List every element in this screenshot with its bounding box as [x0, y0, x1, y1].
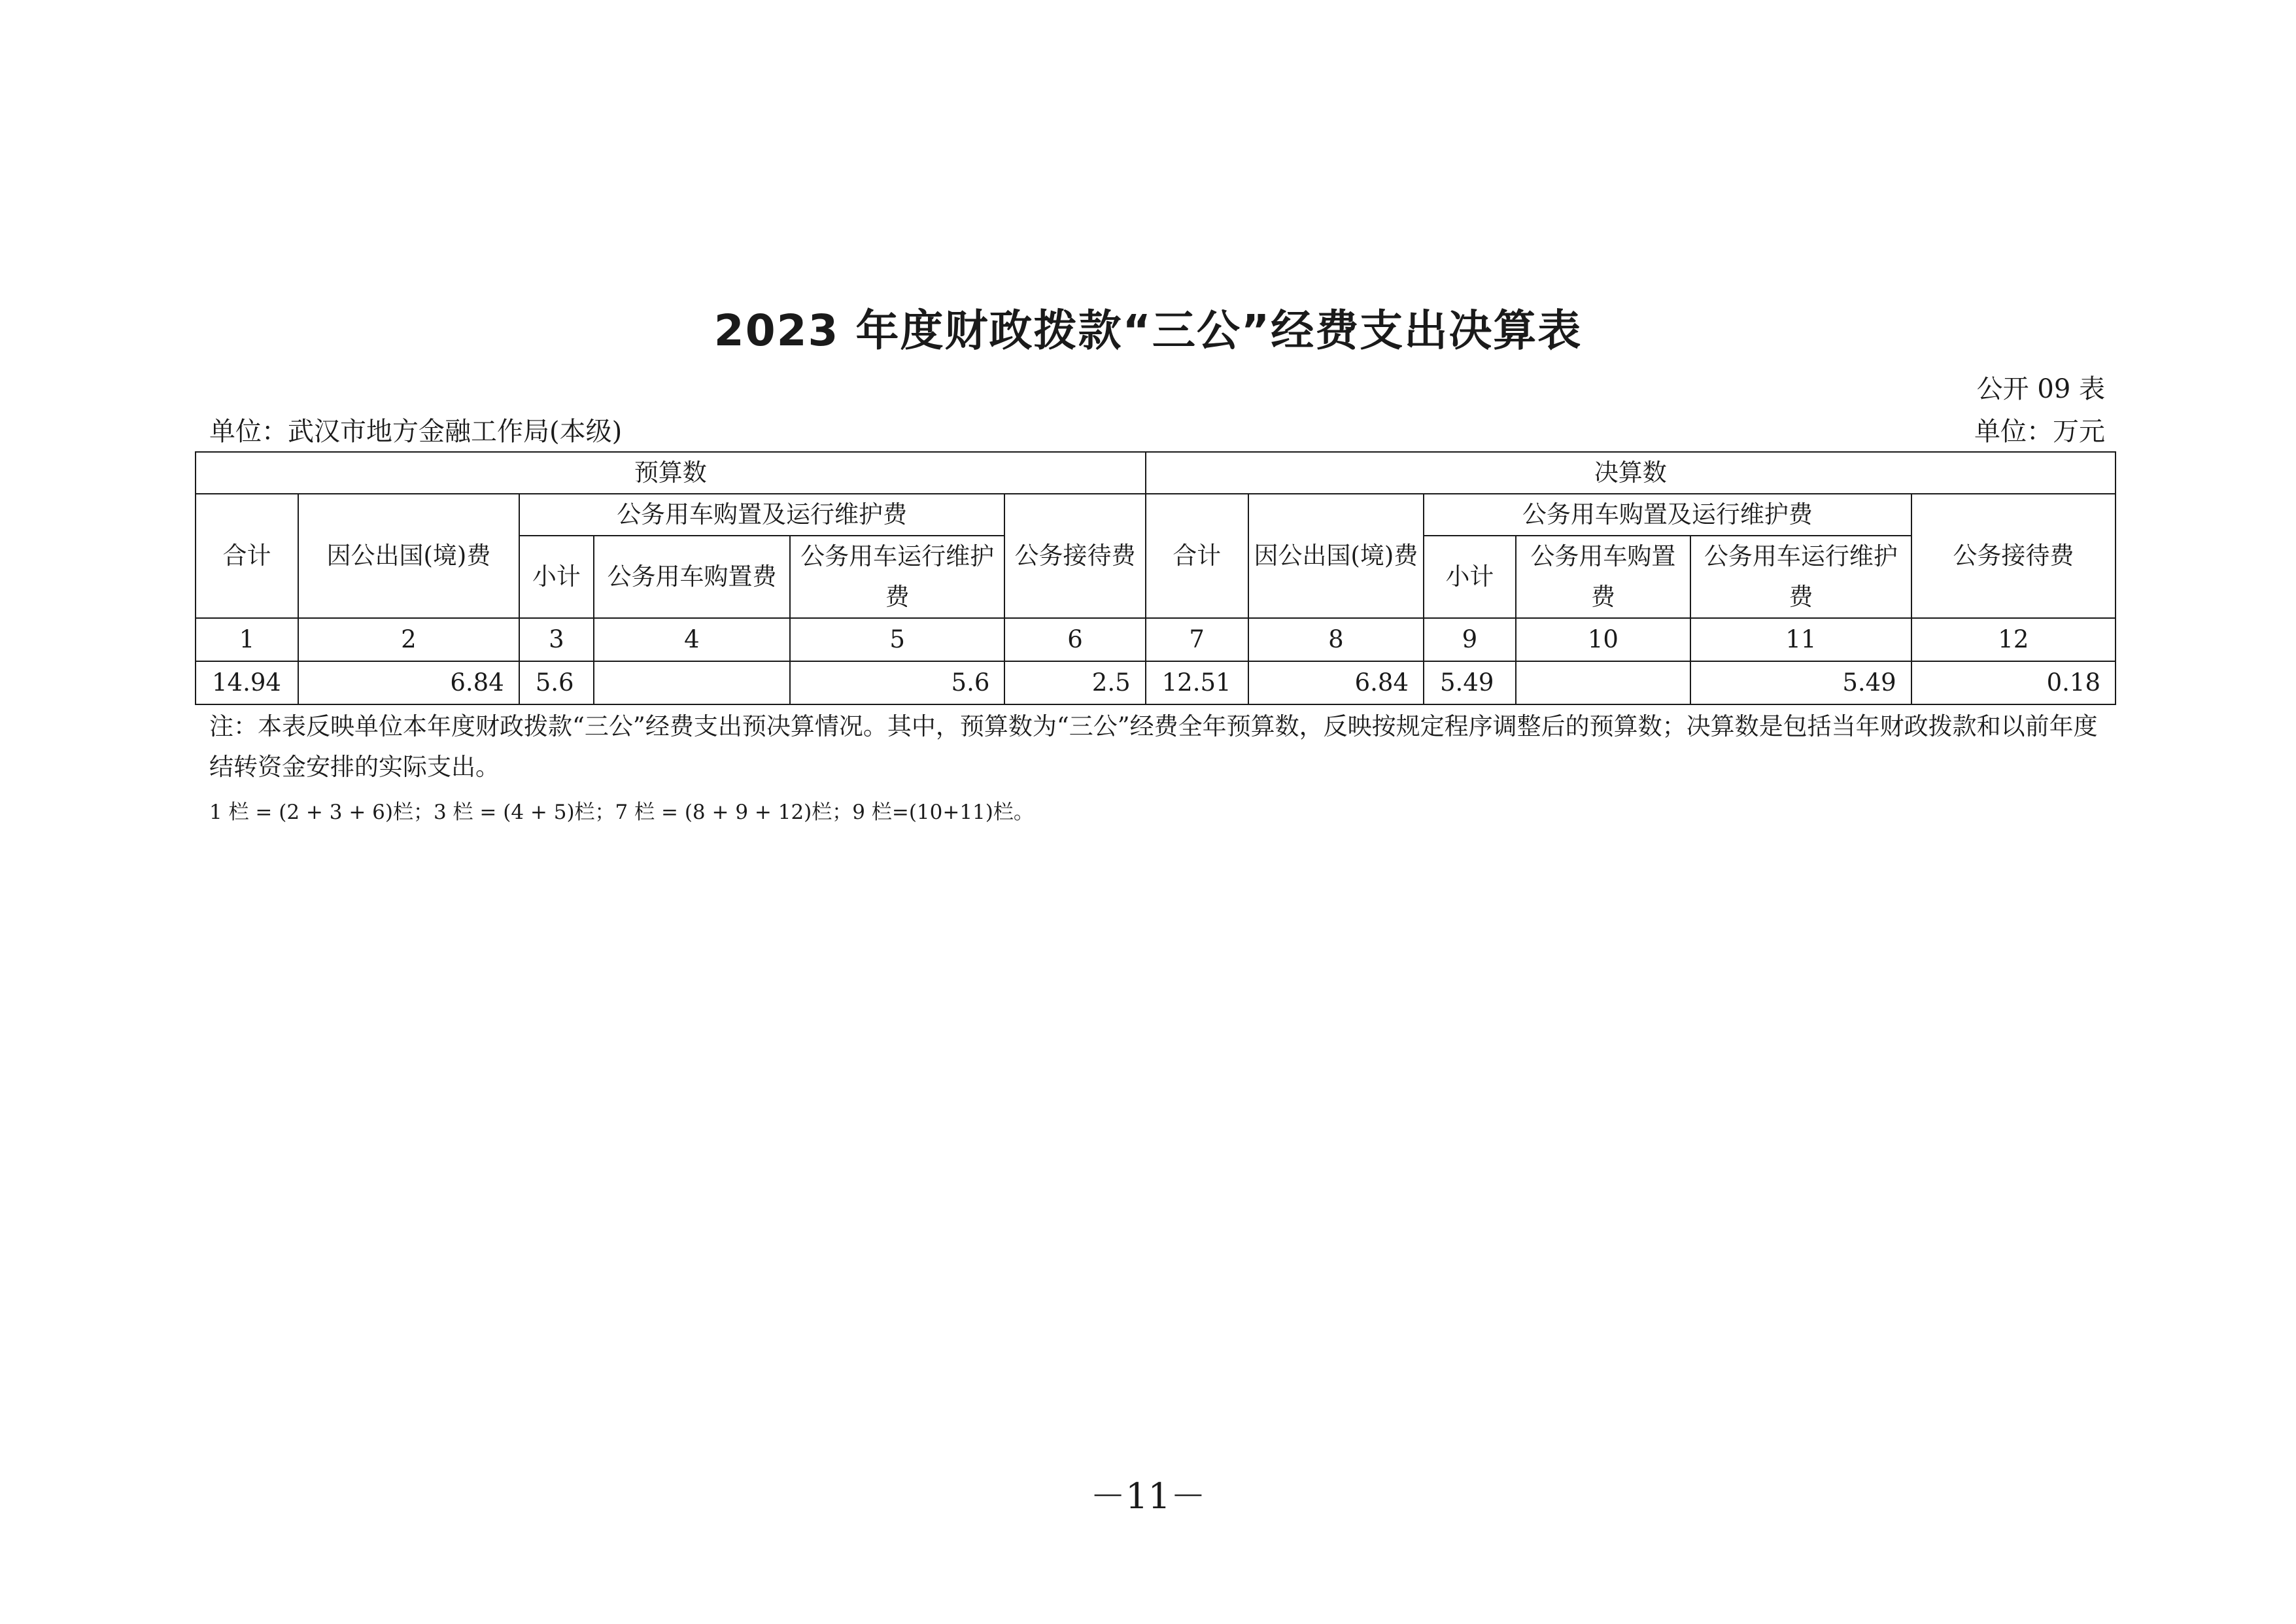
budget-total-header: 合计 — [196, 494, 298, 618]
column-number: 1 — [196, 618, 298, 661]
header-row-1 — [196, 452, 2116, 494]
column-number: 2 — [298, 618, 519, 661]
page-title: 2023 年度财政拨款“三公”经费支出决算表 — [713, 305, 1583, 356]
final-reception-header: 公务接待费 — [1911, 494, 2116, 618]
column-number: 6 — [1004, 618, 1145, 661]
three-public-expense-table — [195, 451, 2116, 705]
final-vehicle-header: 公务用车购置及运行维护费 — [1424, 494, 1911, 536]
column-number: 8 — [1248, 618, 1424, 661]
budget-subtotal-value: 5.6 — [519, 661, 594, 704]
column-number: 7 — [1146, 618, 1248, 661]
page-number: －11－ — [1090, 1476, 1206, 1517]
form-number: 公开 09 表 — [1976, 374, 2105, 404]
final-reception-value: 0.18 — [1911, 661, 2116, 704]
budget-reception-header: 公务接待费 — [1004, 494, 1145, 618]
final-total-value: 12.51 — [1146, 661, 1248, 704]
budget-header: 预算数 — [196, 452, 1146, 494]
final-subtotal-header: 小计 — [1424, 536, 1516, 618]
final-abroad-value: 6.84 — [1248, 661, 1424, 704]
budget-vehicle-operation-header: 公务用车运行维护费 — [790, 536, 1004, 618]
table-note: 注：本表反映单位本年度财政拨款“三公”经费支出预决算情况。其中，预算数为“三公”经费全年预算数，反映按规定程序调整后的预算数；决算数是包括当年财政拨款和以前年度结转资金安排的实际支出。 — [209, 712, 2098, 781]
final-subtotal-value: 5.49 — [1424, 661, 1516, 704]
column-number: 3 — [519, 618, 594, 661]
budget-vehicle-header: 公务用车购置及运行维护费 — [519, 494, 1005, 536]
column-number: 9 — [1424, 618, 1516, 661]
column-formula-note: 1 栏 = (2 + 3 + 6)栏；3 栏 = (4 + 5)栏；7 栏 = (8 + 9 + 12)栏；9 栏=(10+11)栏。 — [209, 801, 1034, 824]
final-header: 决算数 — [1146, 452, 2116, 494]
budget-abroad-value: 6.84 — [298, 661, 519, 704]
final-abroad-header: 因公出国(境)费 — [1248, 494, 1424, 618]
column-number: 12 — [1911, 618, 2116, 661]
final-total-header: 合计 — [1146, 494, 1248, 618]
budget-abroad-header: 因公出国(境)费 — [298, 494, 519, 618]
data-row — [196, 661, 2116, 704]
column-number: 4 — [594, 618, 790, 661]
final-vehicle-purchase-header: 公务用车购置费 — [1516, 536, 1690, 618]
budget-total-value: 14.94 — [196, 661, 298, 704]
final-vehicle-operation-header: 公务用车运行维护费 — [1690, 536, 1911, 618]
budget-vehicle-purchase-value — [594, 661, 790, 704]
budget-vehicle-purchase-header: 公务用车购置费 — [594, 536, 790, 618]
column-number: 5 — [790, 618, 1004, 661]
currency-unit: 单位：万元 — [1974, 417, 2105, 447]
reporting-unit: 单位：武汉市地方金融工作局(本级) — [209, 417, 623, 447]
column-number-row — [196, 618, 2116, 661]
column-number: 11 — [1690, 618, 1911, 661]
header-row-2 — [196, 494, 2116, 536]
budget-reception-value: 2.5 — [1004, 661, 1145, 704]
budget-vehicle-operation-value: 5.6 — [790, 661, 1004, 704]
final-vehicle-operation-value: 5.49 — [1690, 661, 1911, 704]
budget-subtotal-header: 小计 — [519, 536, 594, 618]
final-vehicle-purchase-value — [1516, 661, 1690, 704]
column-number: 10 — [1516, 618, 1690, 661]
